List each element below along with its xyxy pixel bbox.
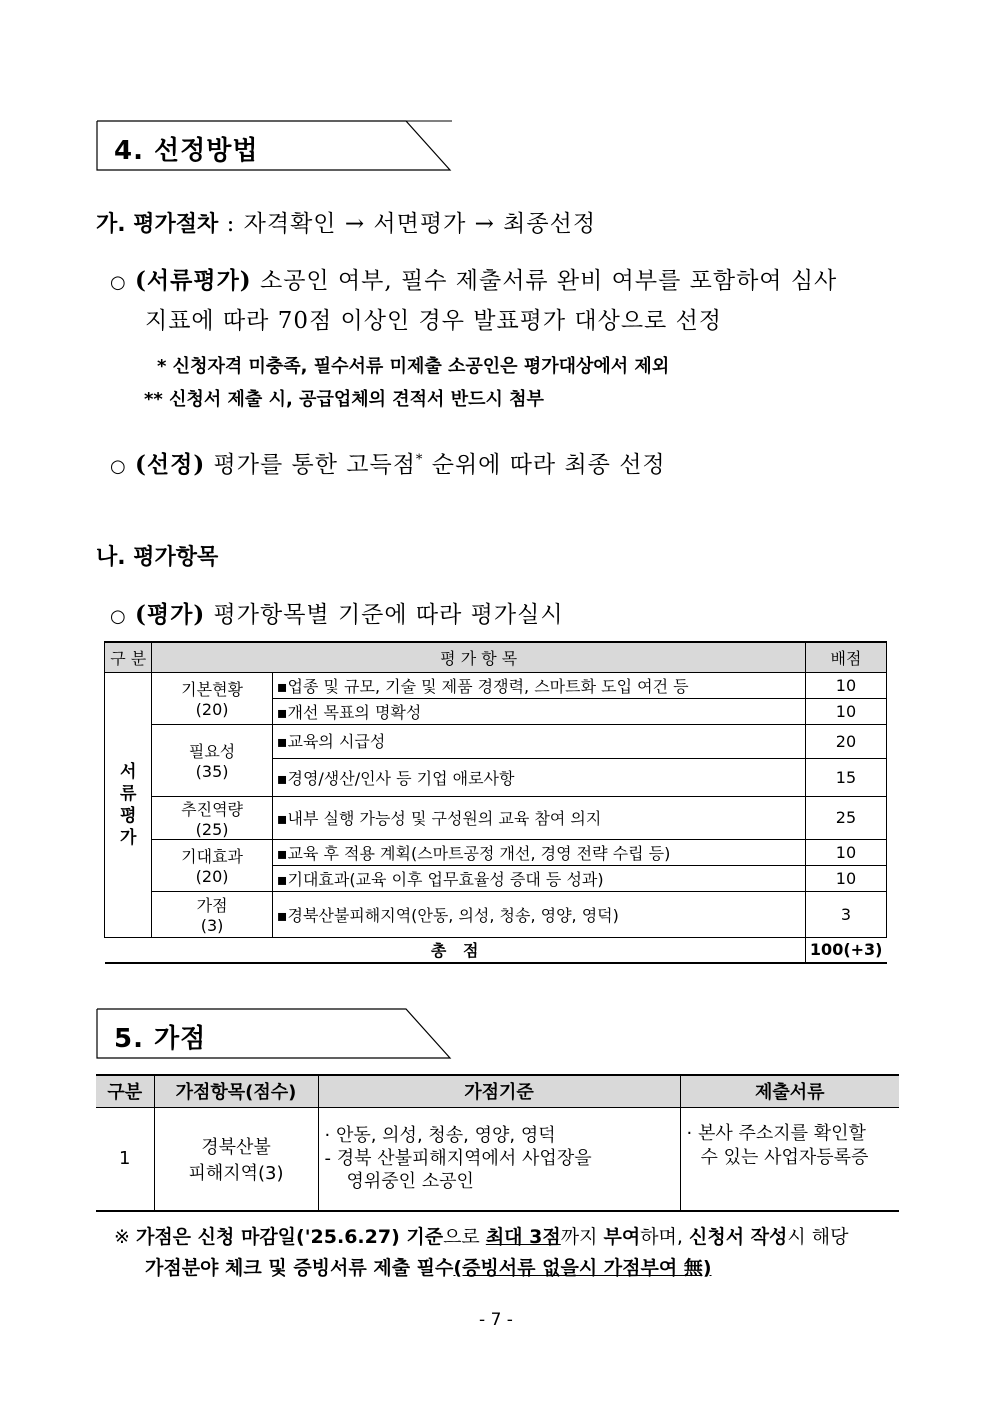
bullet-evaluation bbox=[110, 596, 564, 629]
item-cell: ▪기대효과(교육 이후 업무효율성 증대 등 성과) bbox=[272, 865, 805, 891]
score-cell: 10 bbox=[805, 672, 886, 698]
note-2: ** 신청서 제출 시, 공급업체의 견적서 반드시 첨부 bbox=[144, 389, 544, 410]
bonus-notice bbox=[114, 1222, 900, 1253]
bullet-line-1: 소공인 여부, 필수 제출서류 완비 여부를 포함하여 심사 bbox=[251, 268, 838, 294]
item-cell: ▪교육의 시급성 bbox=[272, 724, 805, 758]
header-items: 평 가 항 목 bbox=[152, 642, 805, 672]
item-cell: ▪경북산불피해지역(안동, 의성, 청송, 영양, 영덕) bbox=[272, 891, 805, 937]
section-4-heading-box bbox=[96, 120, 452, 172]
bullet-head: (선정) bbox=[135, 451, 206, 478]
category-score: (20) bbox=[195, 700, 229, 719]
category-name: 기대효과 bbox=[181, 847, 243, 866]
score-cell: 10 bbox=[805, 865, 886, 891]
notice-part-1: 가점은 신청 마감일('25.6.27) 기준 bbox=[135, 1226, 444, 1248]
footnote-mark: * bbox=[415, 452, 424, 468]
item-cell: ▪경영/생산/인사 등 기업 애로사항 bbox=[272, 758, 805, 796]
header-bonus-item: 가점항목(점수) bbox=[154, 1075, 318, 1107]
score-cell: 10 bbox=[805, 839, 886, 865]
bonus-table bbox=[96, 1074, 899, 1212]
bullet-head: (평가) bbox=[135, 601, 206, 628]
item-cell: ▪내부 실행 가능성 및 구성원의 교육 참여 의지 bbox=[272, 796, 805, 839]
bonus-item-line-2: 피해지역(3) bbox=[188, 1162, 284, 1184]
documents-line-2: 수 있는 사업자등록증 bbox=[700, 1146, 869, 1168]
notice-part-8: 시 해당 bbox=[787, 1226, 849, 1248]
notice-mark: ※ bbox=[114, 1226, 130, 1248]
category-cell bbox=[152, 724, 272, 796]
header-criteria: 가점기준 bbox=[318, 1075, 680, 1107]
category-cell bbox=[152, 891, 272, 937]
group-label: 서 류 평 가 bbox=[105, 672, 152, 937]
category-cell bbox=[152, 839, 272, 891]
bullet-text-b: 순위에 따라 최종 선정 bbox=[423, 452, 666, 478]
category-name: 필요성 bbox=[188, 742, 236, 761]
note-1: * 신청자격 미충족, 필수서류 미제출 소공인은 평가대상에서 제외 bbox=[157, 356, 670, 377]
criteria-line-3: 영위중인 소공인 bbox=[346, 1171, 474, 1193]
score-cell: 20 bbox=[805, 724, 886, 758]
item-cell: ▪개선 목표의 명확성 bbox=[272, 698, 805, 724]
row-no: 1 bbox=[96, 1107, 154, 1211]
item-cell: ▪업종 및 규모, 기술 및 제품 경쟁력, 스마트화 도입 여건 등 bbox=[272, 672, 805, 698]
category-score: (25) bbox=[195, 819, 229, 839]
eval-procedure-label: 가. 평가절차 bbox=[96, 212, 219, 237]
criteria-line-1: · 안동, 의성, 청송, 영양, 영덕 bbox=[324, 1125, 556, 1147]
notice-part-10: (증빙서류 없을시 가점부여 無) bbox=[453, 1257, 712, 1279]
category-name: 추진역량 bbox=[181, 799, 243, 819]
evaluation-table bbox=[104, 641, 887, 964]
total-label: 총 점 bbox=[105, 937, 806, 963]
notice-part-2: 으로 bbox=[443, 1226, 486, 1248]
eval-procedure-flow: : 자격확인 → 서면평가 → 최종선정 bbox=[218, 211, 597, 237]
total-value: 100(+3) bbox=[805, 937, 886, 963]
category-cell bbox=[152, 672, 272, 724]
notice-part-5: 부여 bbox=[603, 1226, 641, 1248]
item-cell: ▪교육 후 적용 계획(스마트공정 개선, 경영 전략 수립 등) bbox=[272, 839, 805, 865]
bonus-item-line-1: 경북산불 bbox=[201, 1136, 271, 1158]
header-documents: 제출서류 bbox=[680, 1075, 899, 1107]
category-score: (35) bbox=[195, 762, 229, 781]
notice-part-4: 까지 bbox=[560, 1226, 604, 1248]
category-score: (3) bbox=[200, 916, 224, 935]
score-cell: 3 bbox=[805, 891, 886, 937]
documents-line-1: · 본사 주소지를 확인할 bbox=[686, 1122, 866, 1144]
bullet-document-review bbox=[110, 262, 900, 295]
score-cell: 10 bbox=[805, 698, 886, 724]
criteria-cell bbox=[318, 1107, 680, 1211]
category-cell bbox=[152, 796, 272, 839]
eval-procedure-line bbox=[96, 205, 596, 238]
bullet-text: 평가항목별 기준에 따라 평가실시 bbox=[205, 602, 564, 628]
bullet-marker: ○ bbox=[110, 606, 127, 627]
category-name: 기본현황 bbox=[181, 680, 243, 699]
notice-part-6: 하며, bbox=[640, 1226, 689, 1248]
section-5-title: 5. 가점 bbox=[114, 1024, 207, 1054]
category-name: 가점 bbox=[196, 896, 228, 915]
header-score: 배점 bbox=[805, 642, 886, 672]
header-category: 구 분 bbox=[105, 642, 152, 672]
notice-part-3: 최대 3점 bbox=[485, 1226, 561, 1248]
category-score: (20) bbox=[195, 867, 229, 886]
criteria-line-2: - 경북 산불피해지역에서 사업장을 bbox=[324, 1148, 592, 1170]
bullet-text-a: 평가를 통한 고득점 bbox=[205, 452, 416, 478]
bullet-selection bbox=[110, 446, 666, 479]
bullet-marker: ○ bbox=[110, 456, 127, 477]
section-4-title: 4. 선정방법 bbox=[114, 136, 259, 166]
notice-part-9: 가점분야 체크 및 증빙서류 제출 필수 bbox=[145, 1257, 454, 1279]
bullet-marker: ○ bbox=[110, 272, 127, 293]
page-number: - 7 - bbox=[479, 1310, 513, 1330]
documents-cell bbox=[680, 1107, 899, 1211]
section-5-heading-box bbox=[96, 1008, 452, 1060]
bullet-head: (서류평가) bbox=[135, 267, 252, 294]
score-cell: 15 bbox=[805, 758, 886, 796]
bonus-notice-line-2 bbox=[145, 1253, 712, 1284]
bonus-item-cell bbox=[154, 1107, 318, 1211]
bullet-line-2: 지표에 따라 70점 이상인 경우 발표평가 대상으로 선정 bbox=[145, 308, 723, 334]
eval-items-label: 나. 평가항목 bbox=[96, 545, 219, 570]
score-cell: 25 bbox=[805, 796, 886, 839]
header-no: 구분 bbox=[96, 1075, 154, 1107]
notice-part-7: 신청서 작성 bbox=[689, 1226, 788, 1248]
